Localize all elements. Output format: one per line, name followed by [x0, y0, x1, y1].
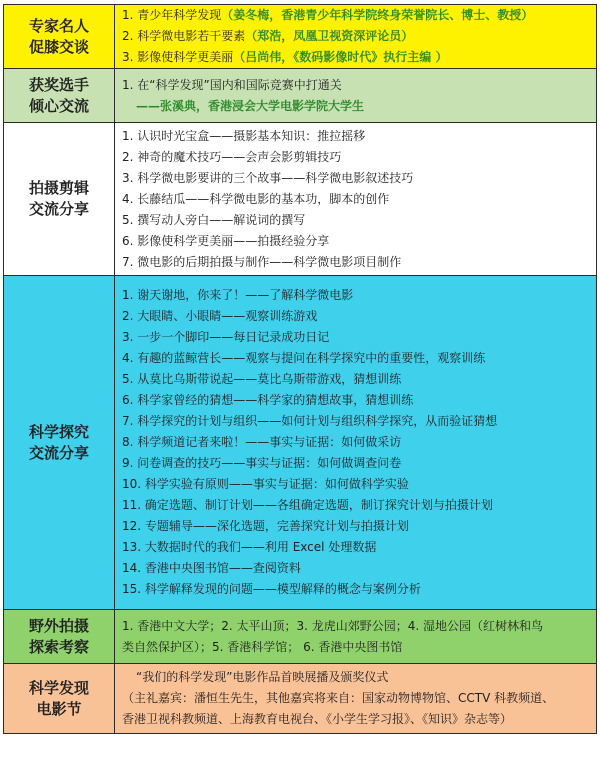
- list-item: 2. 大眼睛、小眼睛——观察训练游戏: [122, 309, 318, 323]
- list-item: 1. 香港中文大学；2. 太平山顶；3. 龙虎山郊野公园；4. 湿地公园（红树林和鸟: [122, 618, 544, 633]
- list-item: （主礼嘉宾：潘恒生先生，其他嘉宾将来自：国家动物博物馆、CCTV 科教频道、: [122, 691, 555, 705]
- list-item: 7. 微电影的后期拍摄与制作——科学微电影项目制作: [122, 254, 402, 269]
- row-header: [4, 5, 115, 69]
- list-item: 类自然保护区）；5. 香港科学馆； 6. 香港中央图书馆: [122, 639, 403, 654]
- item-title: 1. 青少年科学发现: [122, 8, 222, 22]
- row-header-line: 交流分享: [28, 443, 89, 462]
- row-header: [4, 610, 115, 664]
- row-header-line: 科学发现: [28, 678, 89, 697]
- speaker-note: ——张溪典，香港浸会大学电影学院大学生: [136, 98, 365, 113]
- row-header: [4, 123, 115, 276]
- row-content: [115, 610, 597, 664]
- list-item: 15. 科学解释发现的问题——模型解释的概念与案例分析: [122, 582, 421, 596]
- list-item: 10. 科学实验有原则——事实与证据：如何做科学实验: [122, 477, 409, 491]
- list-item: 3. 科学微电影要讲的三个故事——科学微电影叙述技巧: [122, 170, 414, 185]
- row-header-line: 获奖选手: [28, 75, 89, 94]
- row-header-line: 促膝交谈: [28, 37, 89, 56]
- table-row: [4, 276, 597, 610]
- list-item: “我们的科学发现”电影作品首映展播及颁奖仪式: [136, 670, 389, 684]
- schedule-table: [3, 4, 597, 734]
- row-header-line: 拍摄剪辑: [28, 179, 89, 197]
- list-item: 4. 有趣的蓝鲸营长——观察与提问在科学探究中的重要性，观察训练: [122, 351, 486, 365]
- row-header-line: 科学探究: [28, 422, 89, 441]
- list-item: 14. 香港中央图书馆——查阅资料: [122, 561, 301, 575]
- list-item: [122, 5, 590, 26]
- row-header-line: 探索考察: [28, 637, 89, 656]
- list-item: 1. 谢天谢地，你来了！——了解科学微电影: [122, 288, 354, 302]
- row-header-line: 倾心交流: [28, 96, 89, 115]
- speaker-note: （姜冬梅，香港青少年科学院终身荣誉院长、博士、教授）: [221, 8, 534, 22]
- list-item: 1. 在“科学发现”国内和国际竞赛中打通关: [122, 77, 342, 92]
- list-item: [122, 47, 590, 68]
- list-item: 9. 问卷调查的技巧——事实与证据：如何做调查问卷: [122, 456, 402, 470]
- item-title: 3. 影像使科学更美丽: [122, 50, 234, 64]
- list-item: 香港卫视科教频道、上海教育电视台、《小学生学习报》、《知识》杂志等）: [122, 712, 513, 726]
- table-row: [4, 664, 597, 734]
- list-item: 11. 确定选题、制订计划——各组确定选题，制订探究计划与拍摄计划: [122, 498, 493, 512]
- list-item: 12. 专题辅导——深化选题，完善探究计划与拍摄计划: [122, 519, 409, 533]
- list-item: 7. 科学探究的计划与组织——如何计划与组织科学探究，从而验证猜想: [122, 414, 498, 428]
- row-content: [115, 123, 597, 276]
- speaker-note: （吕尚伟，《数码影像时代》执行主编 ）: [233, 50, 448, 64]
- list-item: 6. 影像使科学更美丽——拍摄经验分享: [122, 233, 330, 248]
- table-row: [4, 69, 597, 123]
- list-item: 5. 撰写动人旁白——解说词的撰写: [122, 212, 306, 227]
- list-item: 6. 科学家曾经的猜想——科学家的猜想故事，猜想训练: [122, 393, 414, 407]
- table-row: [4, 123, 597, 276]
- list-item: 1. 认识时光宝盒——摄影基本知识：推拉摇移: [122, 128, 366, 143]
- row-header: [4, 664, 115, 734]
- row-header-line: 专家名人: [28, 16, 89, 35]
- item-title: 2. 科学微电影若干要素: [122, 29, 246, 43]
- row-header-line: 电影节: [36, 699, 82, 718]
- row-header-line: 交流分享: [28, 200, 89, 218]
- row-content: [115, 69, 597, 123]
- row-header: [4, 69, 115, 123]
- list-item: [122, 26, 590, 47]
- table-row: [4, 610, 597, 664]
- list-item: 4. 长藤结瓜——科学微电影的基本功，脚本的创作: [122, 191, 390, 206]
- list-item: 3. 一步一个脚印——每日记录成功日记: [122, 330, 330, 344]
- row-header-line: 野外拍摄: [28, 616, 89, 635]
- row-content: [115, 276, 597, 610]
- row-header: [4, 276, 115, 610]
- list-item: 5. 从莫比乌斯带说起——莫比乌斯带游戏，猜想训练: [122, 372, 402, 386]
- list-item: 8. 科学频道记者来啦！——事实与证据：如何做采访: [122, 435, 402, 449]
- speaker-note: （郑浩，凤凰卫视资深评论员）: [245, 29, 414, 43]
- list-item: 2. 神奇的魔术技巧——会声会影剪辑技巧: [122, 149, 342, 164]
- list-item: 13. 大数据时代的我们——利用 Excel 处理数据: [122, 540, 377, 554]
- row-content: [115, 5, 597, 69]
- table-row: [4, 5, 597, 69]
- row-content: [115, 664, 597, 734]
